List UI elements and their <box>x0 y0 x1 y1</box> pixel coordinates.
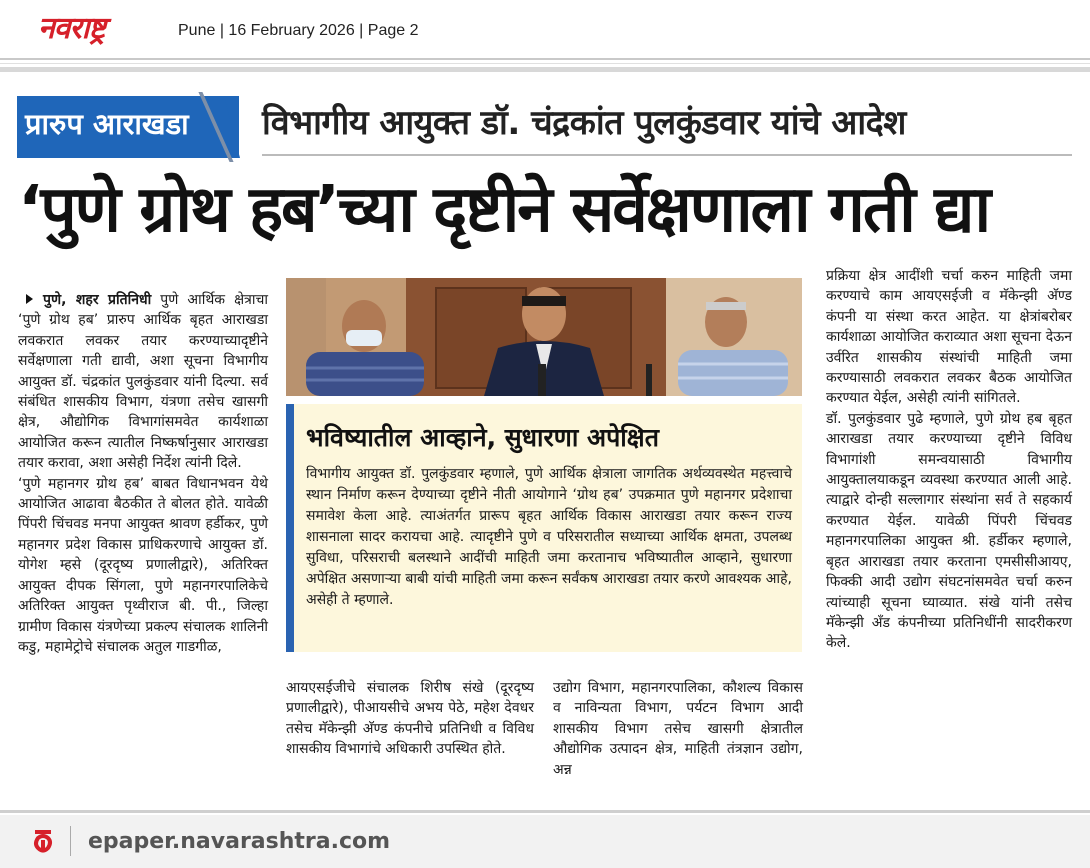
footer-separator <box>70 826 71 856</box>
article-column-1 <box>18 290 268 657</box>
newspaper-logo[interactable]: नवराष्ट्र <box>38 11 105 46</box>
masthead-divider-thick <box>0 67 1090 72</box>
masthead <box>0 0 1090 64</box>
masthead-divider <box>0 58 1090 60</box>
article-column-3 <box>553 678 803 780</box>
edition-dateline: Pune | 16 February 2026 | Page 2 <box>178 22 419 39</box>
meeting-photo-illustration <box>286 278 802 396</box>
play-arrow-icon <box>26 294 33 304</box>
navarashtra-logo-icon[interactable] <box>32 828 54 854</box>
subhead-underline <box>262 154 1072 156</box>
epaper-url-link[interactable]: epaper.navarashtra.com <box>88 829 391 854</box>
kicker-label: प्रारुप आराखडा <box>25 107 189 141</box>
headline: ‘पुणे ग्रोथ हब’च्या दृष्टीने सर्वेक्षणाला गती द्या <box>18 173 990 247</box>
footer-divider <box>0 810 1090 813</box>
paragraph: डॉ. पुलकुंडवार पुढे म्हणाले, पुणे ग्रोथ हब बृहत आराखडा तयार करण्याच्या दृष्टीने विविध विभागांशी समन्वयासाठी विभागीय आयुक्तालयाकडून व्यवस्था करण्यात आली आहे. त्याद्वारे दोन्ही सल्लागार संस्थांना सर्व ते सहकार्य करण्यात येईल. यावेळी पिंपरी चिंचवड महानगरपालिका आयुक्त श्री. हर्डीकर म्हणाले, बृहत आराखडा तयार करताना एमसीसीआयए, फिक्की आदी उद्योग संघटनांसमवेत चर्चा करुन त्यांच्याही सूचना घ्याव्यात. संखे यांनी तसेच मॅकेन्झी अँड कंपनीच्या प्रतिनिधींनी सादरीकरण केले. <box>826 410 1072 652</box>
masthead-divider-thin <box>0 63 1090 64</box>
paragraph: उद्योग विभाग, महानगरपालिका, कौशल्य विकास व नाविन्यता विभाग, पर्यटन विभाग आदी शासकीय विभाग तसेच खासगी क्षेत्रातील औद्योगिक उत्पादन क्षेत्र, माहिती तंत्रज्ञान उद्योग, अन्न <box>553 680 803 778</box>
box-body: विभागीय आयुक्त डॉ. पुलकुंडवार म्हणाले, पुणे आर्थिक क्षेत्राला जागतिक अर्थव्यवस्थेत महत्त्वाचे स्थान निर्माण करून देण्याच्या दृष्टीने नीती आयोगाने ‘ग्रोथ हब’ उपक्रमात पुणे महानगर प्रदेशाचा समावेश केला आहे. त्याअंतर्गत प्रारूप बृहत आर्थिक विकास आराखडा तयार करून राज्य शासनाला सादर करायचा आहे. त्यादृष्टीने पुणे व परिसरातील सध्याच्या आर्थिक क्षमता, उपलब्ध सुविधा, परिसराची बलस्थाने आदींची माहिती जमा करतानाच भविष्यातील आव्हाने, सुधारणा अपेक्षित असणाऱ्या बाबी यांची माहिती जमा करून सर्वंकष आराखडा तयार करणे आवश्यक आहे, असेही ते म्हणाले. <box>306 466 792 608</box>
subheadline: विभागीय आयुक्त डॉ. चंद्रकांत पुलकुंडवार यांचे आदेश <box>262 103 906 143</box>
article-column-2 <box>286 678 534 760</box>
article-column-4 <box>826 266 1072 654</box>
box-title: भविष्यातील आव्हाने, सुधारणा अपेक्षित <box>306 423 659 452</box>
article-photo <box>286 278 802 396</box>
paragraph: प्रक्रिया क्षेत्र आदींशी चर्चा करुन माहिती जमा करण्याचे काम आयएसईजी व मॅकेन्झी अ‍ॅण्ड कंपनी या संस्था करत आहेत. या क्षेत्रांबरोबर कार्यशाळा आयोजित कराव्यात अशा सूचना देऊन उर्वरित शासकीय संस्थांची माहिती जमा करण्यासाठी लवकरात लवकर बैठक आयोजित करण्यात येईल, असेही त्यांनी सांगितले. <box>826 268 1072 407</box>
lead-text: पुणे आर्थिक क्षेत्राचा ‘पुणे ग्रोथ हब’ प्रारुप आर्थिक बृहत आराखडा लवकरात लवकर तयार करण्याच्यादृष्टीने सर्वेक्षणाला गती द्यावी, अशा सूचना विभागीय आयुक्त डॉ. चंद्रकांत पुलकुंडवार यांनी दिल्या. सर्व संबंधित शासकीय विभाग, यंत्रणा तसेच खासगी क्षेत्र, औद्योगिक विभागांसमवेत कार्यशाळा आयोजित करून त्यातील निष्कर्षानुसार आराखडा तयार करावा, अशा असेही निर्देश त्यांनी दिले. <box>18 292 269 472</box>
paragraph: आयएसईजीचे संचालक शिरीष संखे (दूरदृष्य प्रणालीद्वारे), पीआयसीचे अभय पेठे, महेश देवधर तसेच मॅकेन्झी अ‍ॅण्ड कंपनीचे प्रतिनिधी व विविध शासकीय विभागांचे अधिकारी उपस्थित होते. <box>286 680 534 758</box>
paragraph: ‘पुणे महानगर ग्रोथ हब’ बाबत विधानभवन येथे आयोजित आढावा बैठकीत ते बोलत होते. यावेळी पिंपरी चिंचवड मनपा आयुक्त श्रावण हर्डीकर, पुणे महानगर प्रदेश विकास प्राधिकरणाचे आयुक्त डॉ. योगेश म्हसे (दूरदृष्य प्रणालीद्वारे), अतिरिक्त आयुक्त दीपक सिंगला, पुणे महानगरपालिकेचे अतिरिक्त आयुक्त पृथ्वीराज बी. पी., जिल्हा ग्रामीण विकास यंत्रणेच्या प्रकल्प संचालक शालिनी कडु, महामेट्रोचे संचालक अतुल गाडगीळ, <box>18 475 268 655</box>
article-dateline: पुणे, शहर प्रतिनिधी <box>43 292 152 308</box>
lead-paragraph <box>18 290 268 474</box>
highlight-box-accent <box>286 404 294 652</box>
